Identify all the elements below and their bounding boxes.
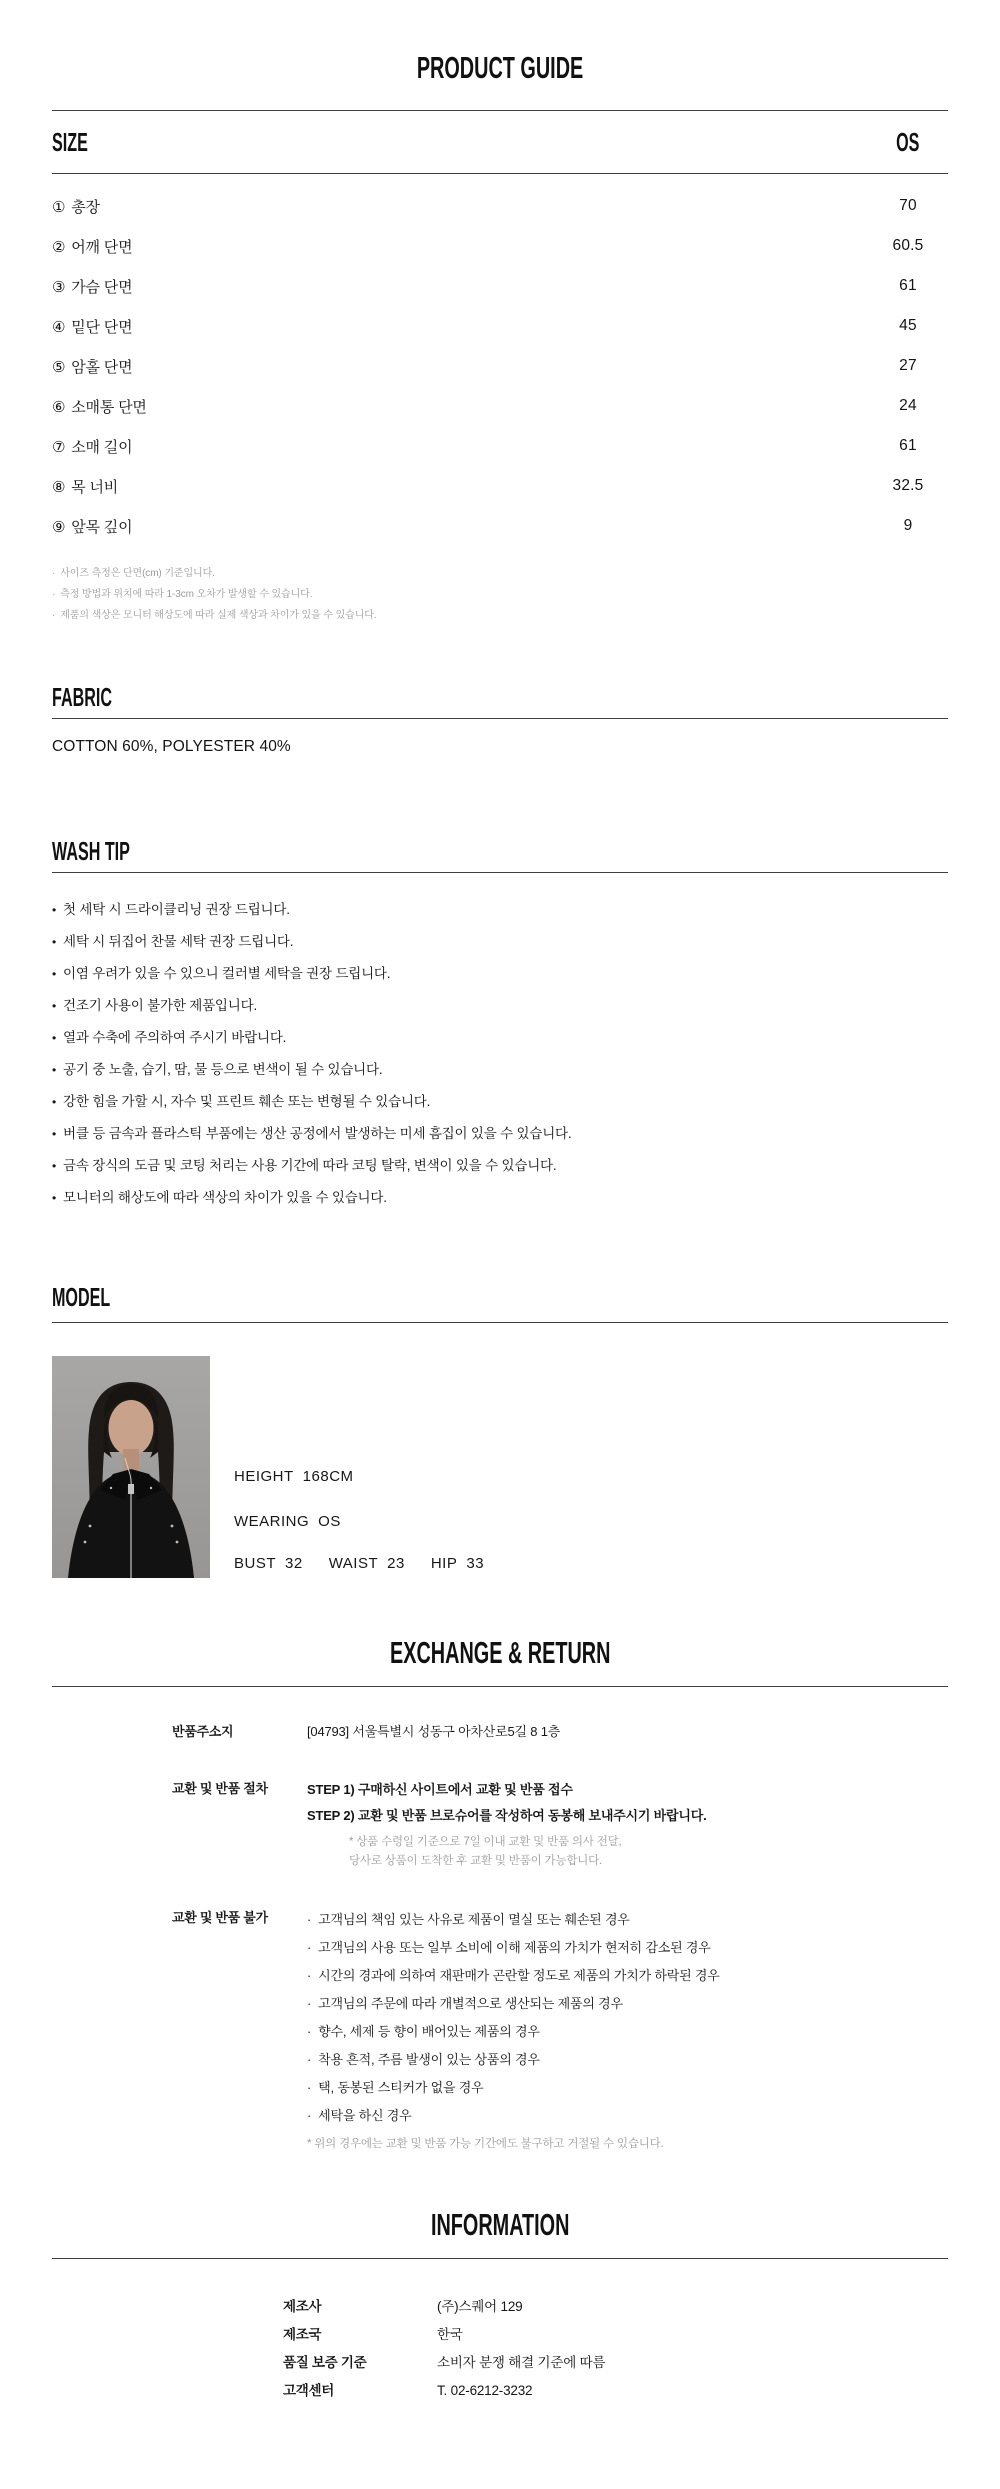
row-value: 32.5 <box>892 477 924 494</box>
table-row <box>52 346 948 386</box>
row-value: (주)스퀘어 129 <box>437 2299 523 2314</box>
model-photo <box>52 1356 210 1578</box>
bullet-icon: · <box>307 1912 312 1927</box>
row-label: 제조사 <box>283 2299 322 2314</box>
procedure-row <box>52 1777 948 1871</box>
table-row <box>52 2293 948 2321</box>
table-row <box>52 2349 948 2377</box>
information-rows <box>52 2293 948 2405</box>
return-address-row <box>52 1720 948 1744</box>
table-row <box>52 226 948 266</box>
row-number: ⑤ <box>52 358 66 376</box>
row-label: 밑단 단면 <box>71 318 133 336</box>
list-item: • 공기 중 노출, 습기, 땀, 물 등으로 변색이 될 수 있습니다. <box>52 1062 383 1077</box>
bullet-icon: • <box>52 1159 57 1173</box>
list-item: • 이염 우려가 있을 수 있으니 컬러별 세탁을 권장 드립니다. <box>52 966 391 981</box>
size-header-title: SIZE <box>52 127 88 157</box>
row-value: 61 <box>899 277 917 294</box>
procedure-notes: * 상품 수령일 기준으로 7일 이내 교환 및 반품 의사 전달, 당사로 상품이 도착한 후 교환 및 반품이 가능합니다. <box>349 1836 622 1867</box>
size-note: · 사이즈 측정은 단면(cm) 기준입니다. <box>52 568 215 579</box>
row-label: 품질 보증 기준 <box>283 2355 367 2370</box>
wash-tip-section <box>52 836 948 1214</box>
table-row <box>52 426 948 466</box>
dot-marker: · <box>52 589 56 600</box>
size-header-os-cell <box>868 127 948 157</box>
list-item: • 버클 등 금속과 플라스틱 부품에는 생산 공정에서 발생하는 미세 흠집이 있을 수 있습니다. <box>52 1126 572 1141</box>
table-row <box>52 386 948 426</box>
model-section <box>52 1282 948 1578</box>
row-label: 어깨 단면 <box>71 238 133 256</box>
row-label: 교환 및 반품 절차 <box>172 1781 268 1796</box>
row-number: ④ <box>52 318 66 336</box>
divider <box>52 2258 948 2259</box>
row-number: ⑥ <box>52 398 66 416</box>
wash-tip-list <box>52 894 948 1214</box>
size-table-header <box>52 111 948 174</box>
table-row <box>52 2321 948 2349</box>
row-value: 9 <box>903 517 913 534</box>
list-item: · 향수, 세제 등 향이 배어있는 제품의 경우 <box>307 2018 948 2046</box>
divider <box>52 1686 948 1687</box>
size-notes <box>52 563 948 626</box>
list-item: • 모니터의 해상도에 따라 색상의 차이가 있을 수 있습니다. <box>52 1190 387 1205</box>
row-value: 24 <box>899 397 917 414</box>
restriction-note: * 위의 경우에는 교환 및 반품 가능 기간에도 불구하고 거절될 수 있습니다. <box>307 2138 664 2150</box>
size-note: · 측정 방법과 위치에 따라 1-3cm 오차가 발생할 수 있습니다. <box>52 589 313 600</box>
bullet-icon: • <box>52 1063 57 1077</box>
table-row <box>52 506 948 546</box>
table-row <box>52 2377 948 2405</box>
table-row <box>52 466 948 506</box>
row-label: 교환 및 반품 불가 <box>172 1910 268 1925</box>
bullet-icon: • <box>52 1031 57 1045</box>
row-value: 소비자 분쟁 해결 기준에 따름 <box>437 2355 606 2370</box>
dot-marker: · <box>52 568 56 579</box>
row-number: ⑦ <box>52 438 66 456</box>
row-number: ⑧ <box>52 478 66 496</box>
row-number: ⑨ <box>52 518 66 536</box>
row-label: 목 너비 <box>71 478 119 496</box>
dot-marker: · <box>52 610 56 621</box>
information-section <box>52 2207 948 2243</box>
exchange-title: EXCHANGE & RETURN <box>389 1635 611 1670</box>
list-item: · 고객님의 책임 있는 사유로 제품이 멸실 또는 훼손된 경우 <box>307 1906 948 1934</box>
model-block <box>52 1356 948 1578</box>
divider <box>52 872 948 873</box>
list-item: · 시간의 경과에 의하여 재판매가 곤란할 정도로 제품의 가치가 하락된 경우 <box>307 1962 948 1990</box>
bullet-icon: • <box>52 999 57 1013</box>
size-table-rows <box>52 174 948 546</box>
table-row <box>52 186 948 226</box>
row-label: 가슴 단면 <box>71 278 133 296</box>
bullet-icon: · <box>307 2108 312 2123</box>
bottom-spacer <box>52 2405 948 2489</box>
bullet-icon: · <box>307 1968 312 1983</box>
list-item: • 열과 수축에 주의하여 주시기 바랍니다. <box>52 1030 287 1045</box>
size-section <box>52 110 948 626</box>
list-item: · 택, 동봉된 스티커가 없을 경우 <box>307 2074 948 2102</box>
table-row <box>52 266 948 306</box>
procedure-step: STEP 1) 구매하신 사이트에서 교환 및 반품 접수 <box>307 1782 573 1797</box>
row-value: 한국 <box>437 2327 463 2342</box>
row-label: 제조국 <box>283 2327 322 2342</box>
model-measurements: BUST 32 WAIST 23 HIP 33 <box>234 1555 485 1572</box>
row-label: 소매 길이 <box>71 438 133 456</box>
bullet-icon: • <box>52 1127 57 1141</box>
model-wearing: WEARING OS <box>234 1513 341 1530</box>
row-label: 앞목 깊이 <box>71 518 133 536</box>
row-value: 60.5 <box>892 237 924 254</box>
row-label: 암홀 단면 <box>71 358 133 376</box>
restriction-row <box>52 1906 948 2154</box>
list-item: · 고객님의 주문에 따라 개별적으로 생산되는 제품의 경우 <box>307 1990 948 2018</box>
row-number: ② <box>52 238 66 256</box>
fabric-section <box>52 682 948 758</box>
size-note: · 제품의 색상은 모니터 해상도에 따라 실제 색상과 차이가 있을 수 있습니다. <box>52 610 377 621</box>
information-title: INFORMATION <box>430 2207 570 2242</box>
fabric-content: COTTON 60%, POLYESTER 40% <box>52 738 291 755</box>
row-value: 61 <box>899 437 917 454</box>
model-title: MODEL <box>52 1282 111 1312</box>
list-item: • 금속 장식의 도금 및 코팅 처리는 사용 기간에 따라 코팅 탈락, 변색이 있을 수 있습니다. <box>52 1158 557 1173</box>
divider <box>52 1322 948 1323</box>
row-value: T. 02-6212-3232 <box>437 2383 533 2398</box>
bullet-icon: · <box>307 2080 312 2095</box>
bullet-icon: • <box>52 903 57 917</box>
list-item: • 강한 힘을 가할 시, 자수 및 프린트 훼손 또는 변형될 수 있습니다. <box>52 1094 431 1109</box>
size-header-label-cell <box>52 127 868 157</box>
row-value: 45 <box>899 317 917 334</box>
bullet-icon: • <box>52 967 57 981</box>
exchange-section <box>52 1635 948 1671</box>
bullet-icon: • <box>52 1095 57 1109</box>
wash-tip-title: WASH TIP <box>52 836 130 866</box>
row-value: [04793] 서울특별시 성동구 아차산로5길 8 1층 <box>307 1724 561 1739</box>
page-title: PRODUCT GUIDE <box>416 50 584 85</box>
model-info <box>234 1356 484 1578</box>
bullet-icon: · <box>307 2024 312 2039</box>
size-header-os: OS <box>896 127 920 157</box>
row-label: 소매통 단면 <box>71 398 147 416</box>
row-label: 고객센터 <box>283 2383 334 2398</box>
list-item: • 건조기 사용이 불가한 제품입니다. <box>52 998 257 1013</box>
row-value: 70 <box>899 197 917 214</box>
bullet-icon: · <box>307 1996 312 2011</box>
fabric-title: FABRIC <box>52 682 113 712</box>
bullet-icon: · <box>307 2052 312 2067</box>
row-number: ① <box>52 198 66 216</box>
list-item: • 첫 세탁 시 드라이클리닝 권장 드립니다. <box>52 902 290 917</box>
bullet-icon: • <box>52 935 57 949</box>
list-item: · 착용 흔적, 주름 발생이 있는 상품의 경우 <box>307 2046 948 2074</box>
row-number: ③ <box>52 278 66 296</box>
procedure-step: STEP 2) 교환 및 반품 브로슈어를 작성하여 동봉해 보내주시기 바랍니다. <box>307 1808 707 1823</box>
row-value: 27 <box>899 357 917 374</box>
page-title-block <box>52 0 948 86</box>
list-item: · 세탁을 하신 경우 <box>307 2102 948 2130</box>
bullet-icon: • <box>52 1191 57 1205</box>
bullet-icon: · <box>307 1940 312 1955</box>
list-item: · 고객님의 사용 또는 일부 소비에 이해 제품의 가치가 현저히 감소된 경우 <box>307 1934 948 1962</box>
row-label: 총장 <box>71 198 100 216</box>
row-label: 반품주소지 <box>172 1724 234 1739</box>
model-height: HEIGHT 168CM <box>234 1468 354 1485</box>
divider <box>52 718 948 719</box>
table-row <box>52 306 948 346</box>
list-item: • 세탁 시 뒤집어 찬물 세탁 권장 드립니다. <box>52 934 294 949</box>
